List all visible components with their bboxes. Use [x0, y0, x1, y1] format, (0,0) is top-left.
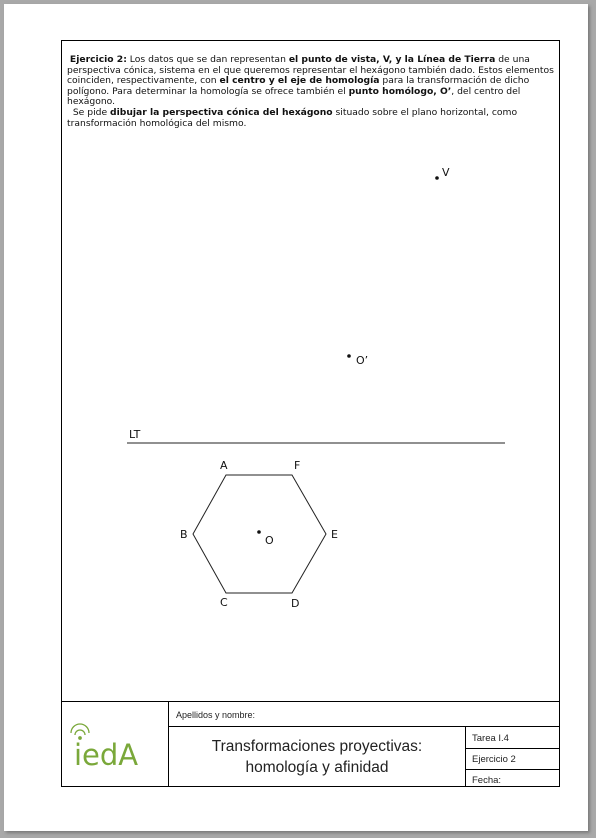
statement-text: , del centro del hexágono. — [67, 85, 521, 108]
point-o-prime-dot — [347, 354, 351, 358]
sheet-frame — [61, 40, 560, 787]
date-label: Fecha: — [472, 775, 502, 786]
title-line-2: homología y afinidad — [245, 758, 389, 776]
exercise-heading: Ejercicio 2: — [69, 54, 127, 65]
statement-text: situado sobre el plano horizontal, como transformación homológica del mismo. — [67, 106, 518, 129]
hexagon — [193, 475, 326, 593]
statement-text: de una perspectiva cónica, sistema en el que queremos representar el hexágono también dado. Estos elementos coinciden, respectivamente, con — [67, 54, 554, 87]
statement-bold: dibujar la perspectiva cónica del hexágono — [110, 106, 333, 118]
statement-bold: punto homólogo, O’ — [348, 85, 452, 97]
wifi-icon — [71, 724, 89, 739]
vertex-a-label: A — [220, 459, 228, 472]
statement-text: Los datos que se dan representan — [126, 54, 289, 65]
statement-text: Se pide — [72, 106, 111, 118]
vertex-c-label: C — [220, 596, 228, 609]
ground-line-label: LT — [129, 428, 141, 441]
task-divider — [465, 748, 559, 749]
point-o-dot — [257, 530, 261, 534]
name-field-label: Apellidos y nombre: — [176, 710, 256, 720]
statement-text: para la transformación de dicho polígono. Para determinar la homología se ofrece también el — [67, 75, 530, 97]
vertex-d-label: D — [291, 597, 300, 610]
task-label: Tarea I.4 — [472, 733, 509, 744]
exercise-divider — [465, 769, 559, 770]
exercise-label: Ejercicio 2 — [472, 754, 516, 765]
title-block-divider — [62, 701, 559, 702]
info-divider — [465, 726, 466, 786]
vertex-b-label: B — [180, 528, 188, 541]
point-o-label: O — [265, 534, 274, 547]
point-o-prime-label: O’ — [356, 354, 369, 367]
point-v-dot — [435, 176, 439, 180]
title-line-1: Transformaciones proyectivas: — [211, 737, 423, 755]
geometry-drawing — [62, 41, 559, 701]
statement-bold: el centro y el eje de homología — [219, 75, 380, 87]
document-title — [169, 727, 465, 786]
ieda-logo — [68, 721, 164, 771]
logo-wordmark: iedA — [74, 738, 139, 771]
vertex-e-label: E — [331, 528, 338, 541]
statement-bold: el punto de vista, V, y la Línea de Tierra — [288, 54, 496, 65]
document-page — [4, 4, 588, 831]
vertex-f-label: F — [294, 459, 301, 472]
point-v-label: V — [442, 166, 450, 179]
